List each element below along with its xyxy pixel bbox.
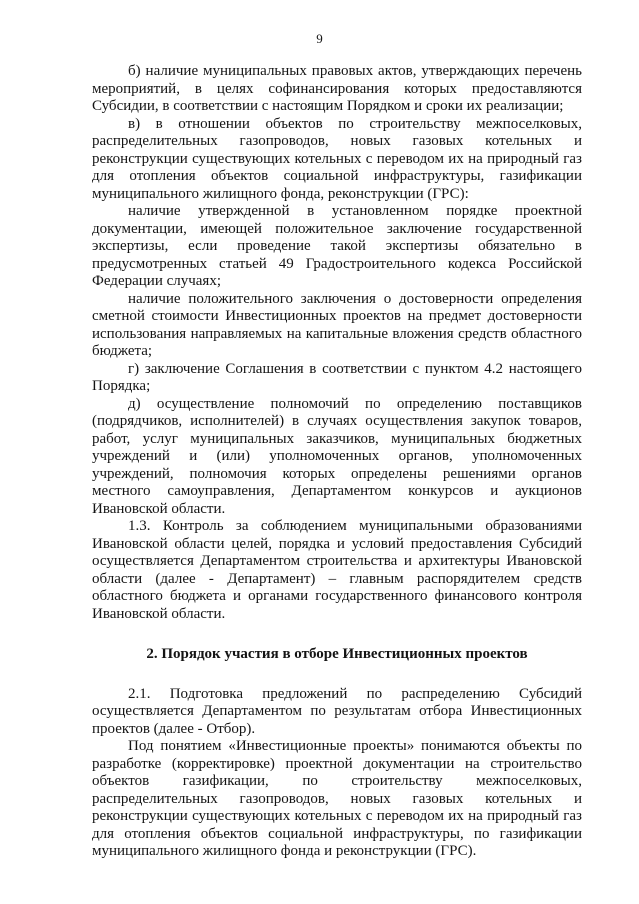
paragraph-b: б) наличие муниципальных правовых актов, утверждающих перечень мероприятий, в целях софинансирования которых предоставляются Субсидии, в соответствии с настоящим Порядком и сроки их реализации; xyxy=(92,63,582,114)
paragraph-d: д) осуществление полномочий по определению поставщиков (подрядчиков, исполнителей) в случаях осуществления закупок товаров, работ, услуг муниципальных заказчиков, муниципальных бюджетных учреждений и (или) уполномоченных органов, уполномоченных учреждений, полномочия которых определены решениями органов местного самоуправления, Департаментом конкурсов и аукционов Ивановской области. xyxy=(92,395,582,517)
paragraph-1-3: 1.3. Контроль за соблюдением муниципальными образованиями Ивановской области целей, порядка и условий предоставления Субсидий осуществляется Департаментом строительства и архитектуры Ивановской области (далее - Департамент) – главным распорядителем средств областного бюджета и органами государственного финансового контроля Ивановской области. xyxy=(92,518,582,622)
paragraph-cost-estimate: наличие положительного заключения о достоверности определения сметной стоимости Инвестиционных проектов на предмет достоверности использования направляемых на капитальные вложения средств областного бюджета; xyxy=(92,290,582,359)
paragraph-project-documentation: наличие утвержденной в установленном порядке проектной документации, имеющей положительное заключение государственной экспертизы, если проведение такой экспертизы обязательно в предусмотренных статьей 49 Градостроительного кодекса Российской Федерации случаях; xyxy=(92,203,582,289)
paragraph-g: г) заключение Соглашения в соответствии с пунктом 4.2 настоящего Порядка; xyxy=(92,360,582,394)
document-body xyxy=(92,63,582,861)
paragraph-2-1: 2.1. Подготовка предложений по распределению Субсидий осуществляется Департаментом по результатам отбора Инвестиционных проектов (далее - Отбор). xyxy=(92,685,582,737)
page-number: 9 xyxy=(316,31,323,46)
section-heading: 2. Порядок участия в отборе Инвестиционных проектов xyxy=(146,646,528,662)
paragraph-v: в) в отношении объектов по строительству межпоселковых, распределительных газопроводов, новых газовых котельных и реконструкции существующих котельных с переводом их на природный газ для отопления объектов социальной инфраструктуры, газификации муниципального жилищного фонда, реконструкции (ГРС): xyxy=(92,115,582,202)
paragraph-investment-projects-definition: Под понятием «Инвестиционные проекты» понимаются объекты по разработке (корректировке) проектной документации на строительство объектов газификации, по строительству межпоселковых, распределительных газопроводов, новых газовых котельных и реконструкции существующих котельных с переводом их на природный газ для отопления объектов социальной инфраструктуры, по газификации муниципального жилищного фонда и реконструкции (ГРС). xyxy=(92,738,582,859)
